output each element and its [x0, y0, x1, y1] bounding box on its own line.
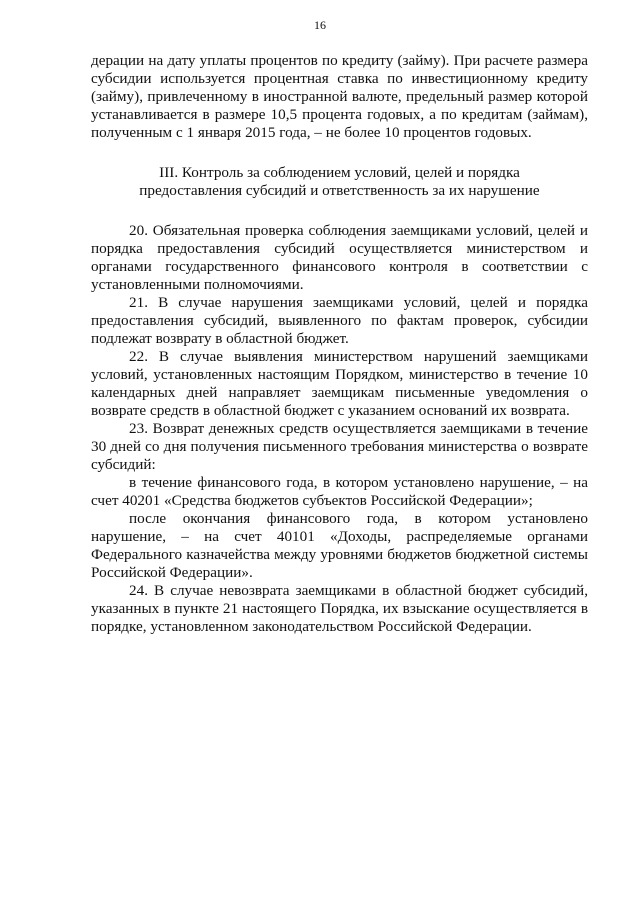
- sub-paragraph-after-year: после окончания финансового года, в котором установлено нарушение, – на счет 40101 «Доходы, распределяемые органами Федерального казначейства между уровнями бюджетов бюджетной системы Российской Федерации».: [91, 510, 588, 581]
- document-body: [91, 52, 588, 636]
- paragraph-23: 23. Возврат денежных средств осуществляется заемщиками в течение 30 дней со дня получения письменного требования министерства о возврате субсидий:: [91, 420, 588, 473]
- section-heading: [91, 164, 588, 200]
- paragraph-24: 24. В случае невозврата заемщиками в областной бюджет субсидий, указанных в пункте 21 настоящего Порядка, их взыскание осуществляется в порядке, установленном законодательством Российской Федерации.: [91, 582, 588, 635]
- intro-paragraph: дерации на дату уплаты процентов по кредиту (займу). При расчете размера субсидии используется процентная ставка по инвестиционному кредиту (займу), привлеченному в иностранной валюте, предельный размер которой устанавливается в размере 10,5 процента годовых, а по кредитам (займам), полученным с 1 января 2015 года, – не более 10 процентов годовых.: [91, 52, 588, 141]
- paragraph-21: 21. В случае нарушения заемщиками условий, целей и порядка предоставления субсидий, выявленного по фактам проверок, субсидии подлежат возврату в областной бюджет.: [91, 294, 588, 347]
- section-heading-line-2: предоставления субсидий и ответственность за их нарушение: [139, 182, 540, 199]
- sub-paragraph-current-year: в течение финансового года, в котором установлено нарушение, – на счет 40201 «Средства бюджетов субъектов Российской Федерации»;: [91, 474, 588, 509]
- paragraph-20: 20. Обязательная проверка соблюдения заемщиками условий, целей и порядка предоставления субсидий осуществляется министерством и органами государственного финансового контроля в соответствии с установленными полномочиями.: [91, 222, 588, 293]
- page-number: 16: [314, 18, 326, 32]
- paragraph-22: 22. В случае выявления министерством нарушений заемщиками условий, установленных настоящим Порядком, министерство в течение 10 календарных дней направляет заемщикам письменные уведомления о возврате средств в областной бюджет с указанием оснований их возврата.: [91, 348, 588, 419]
- section-heading-line-1: III. Контроль за соблюдением условий, целей и порядка: [159, 164, 520, 181]
